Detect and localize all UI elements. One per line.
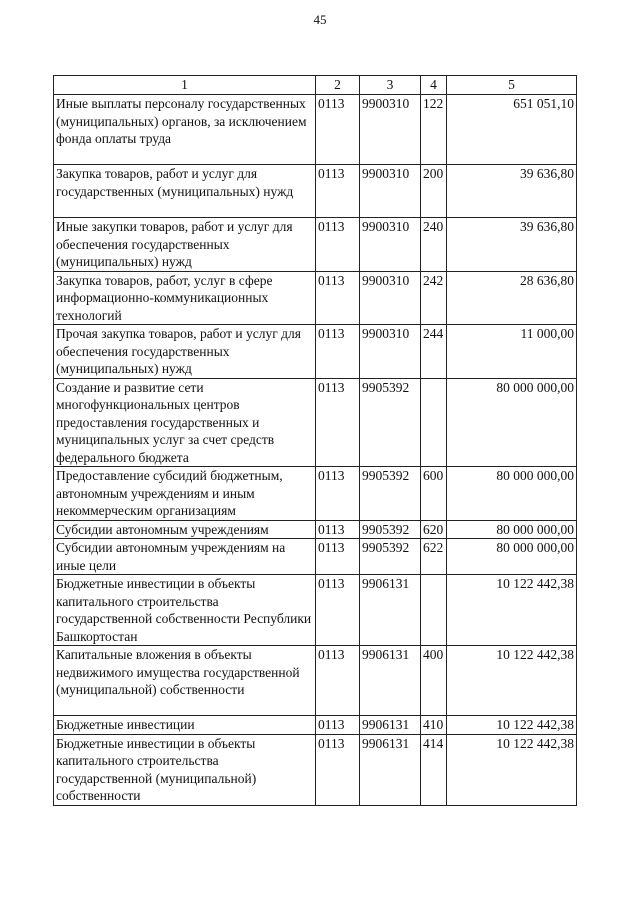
table-row [54,575,577,646]
row-section-cell: 0113 [316,325,360,379]
row-section-cell: 0113 [316,378,360,467]
column-header-1: 1 [54,76,316,95]
table-row [54,467,577,521]
row-name-cell: Иные закупки товаров, работ и услуг для обеспечения государственных (муниципальных) нужд [54,218,316,272]
row-section-cell: 0113 [316,520,360,539]
row-amount-cell: 10 122 442,38 [447,575,577,646]
row-amount-cell: 80 000 000,00 [447,520,577,539]
row-target-code-cell: 9900310 [360,95,421,165]
row-section-cell: 0113 [316,95,360,165]
row-amount-cell: 11 000,00 [447,325,577,379]
row-amount-cell: 80 000 000,00 [447,467,577,521]
row-amount-cell: 80 000 000,00 [447,378,577,467]
row-target-code-cell: 9906131 [360,575,421,646]
row-target-code-cell: 9900310 [360,218,421,272]
column-header-3: 3 [360,76,421,95]
row-expense-type-cell: 410 [421,716,447,735]
row-name-cell: Субсидии автономным учреждениям [54,520,316,539]
row-section-cell: 0113 [316,271,360,325]
row-name-cell: Иные выплаты персоналу государственных (муниципальных) органов, за исключением фонда оплаты труда [54,95,316,165]
row-section-cell: 0113 [316,716,360,735]
row-target-code-cell: 9905392 [360,539,421,575]
row-name-cell: Прочая закупка товаров, работ и услуг для обеспечения государственных (муниципальных) нужд [54,325,316,379]
table-row [54,734,577,805]
table-row [54,520,577,539]
table-row [54,271,577,325]
row-section-cell: 0113 [316,646,360,716]
row-amount-cell: 28 636,80 [447,271,577,325]
row-section-cell: 0113 [316,165,360,218]
row-section-cell: 0113 [316,539,360,575]
row-amount-cell: 651 051,10 [447,95,577,165]
table-row [54,646,577,716]
row-name-cell: Бюджетные инвестиции в объекты капитального строительства государственной собственности Республики Башкортостан [54,575,316,646]
row-expense-type-cell: 622 [421,539,447,575]
row-name-cell: Бюджетные инвестиции в объекты капитального строительства государственной (муниципальной) собственности [54,734,316,805]
table-row [54,95,577,165]
row-section-cell: 0113 [316,575,360,646]
row-section-cell: 0113 [316,218,360,272]
row-name-cell: Субсидии автономным учреждениям на иные цели [54,539,316,575]
table-row [54,165,577,218]
row-name-cell: Предоставление субсидий бюджетным, автономным учреждениям и иным некоммерческим организациям [54,467,316,521]
table-row [54,218,577,272]
row-target-code-cell: 9905392 [360,467,421,521]
row-target-code-cell: 9900310 [360,325,421,379]
row-expense-type-cell: 620 [421,520,447,539]
row-target-code-cell: 9905392 [360,520,421,539]
row-expense-type-cell [421,575,447,646]
row-amount-cell: 80 000 000,00 [447,539,577,575]
column-header-5: 5 [447,76,577,95]
table-row [54,539,577,575]
table-row [54,716,577,735]
row-expense-type-cell: 244 [421,325,447,379]
row-expense-type-cell: 122 [421,95,447,165]
column-header-2: 2 [316,76,360,95]
row-expense-type-cell: 400 [421,646,447,716]
row-name-cell: Бюджетные инвестиции [54,716,316,735]
row-name-cell: Капитальные вложения в объекты недвижимого имущества государственной (муниципальной) собственности [54,646,316,716]
row-amount-cell: 10 122 442,38 [447,646,577,716]
row-amount-cell: 10 122 442,38 [447,716,577,735]
header-row [54,76,577,95]
column-header-4: 4 [421,76,447,95]
row-target-code-cell: 9906131 [360,646,421,716]
page-number: 45 [313,12,327,27]
row-expense-type-cell: 600 [421,467,447,521]
row-target-code-cell: 9906131 [360,734,421,805]
row-amount-cell: 39 636,80 [447,218,577,272]
row-expense-type-cell: 240 [421,218,447,272]
row-target-code-cell: 9905392 [360,378,421,467]
row-name-cell: Закупка товаров, работ, услуг в сфере информационно-коммуникационных технологий [54,271,316,325]
row-expense-type-cell: 414 [421,734,447,805]
row-target-code-cell: 9906131 [360,716,421,735]
row-amount-cell: 39 636,80 [447,165,577,218]
row-section-cell: 0113 [316,734,360,805]
row-name-cell: Закупка товаров, работ и услуг для государственных (муниципальных) нужд [54,165,316,218]
row-name-cell: Создание и развитие сети многофункциональных центров предоставления государственных и муниципальных услуг за счет средств федерального бюджета [54,378,316,467]
row-expense-type-cell: 242 [421,271,447,325]
row-section-cell: 0113 [316,467,360,521]
table-row [54,325,577,379]
row-expense-type-cell: 200 [421,165,447,218]
row-target-code-cell: 9900310 [360,165,421,218]
row-expense-type-cell [421,378,447,467]
row-amount-cell: 10 122 442,38 [447,734,577,805]
budget-table [53,75,577,806]
row-target-code-cell: 9900310 [360,271,421,325]
table-row [54,378,577,467]
